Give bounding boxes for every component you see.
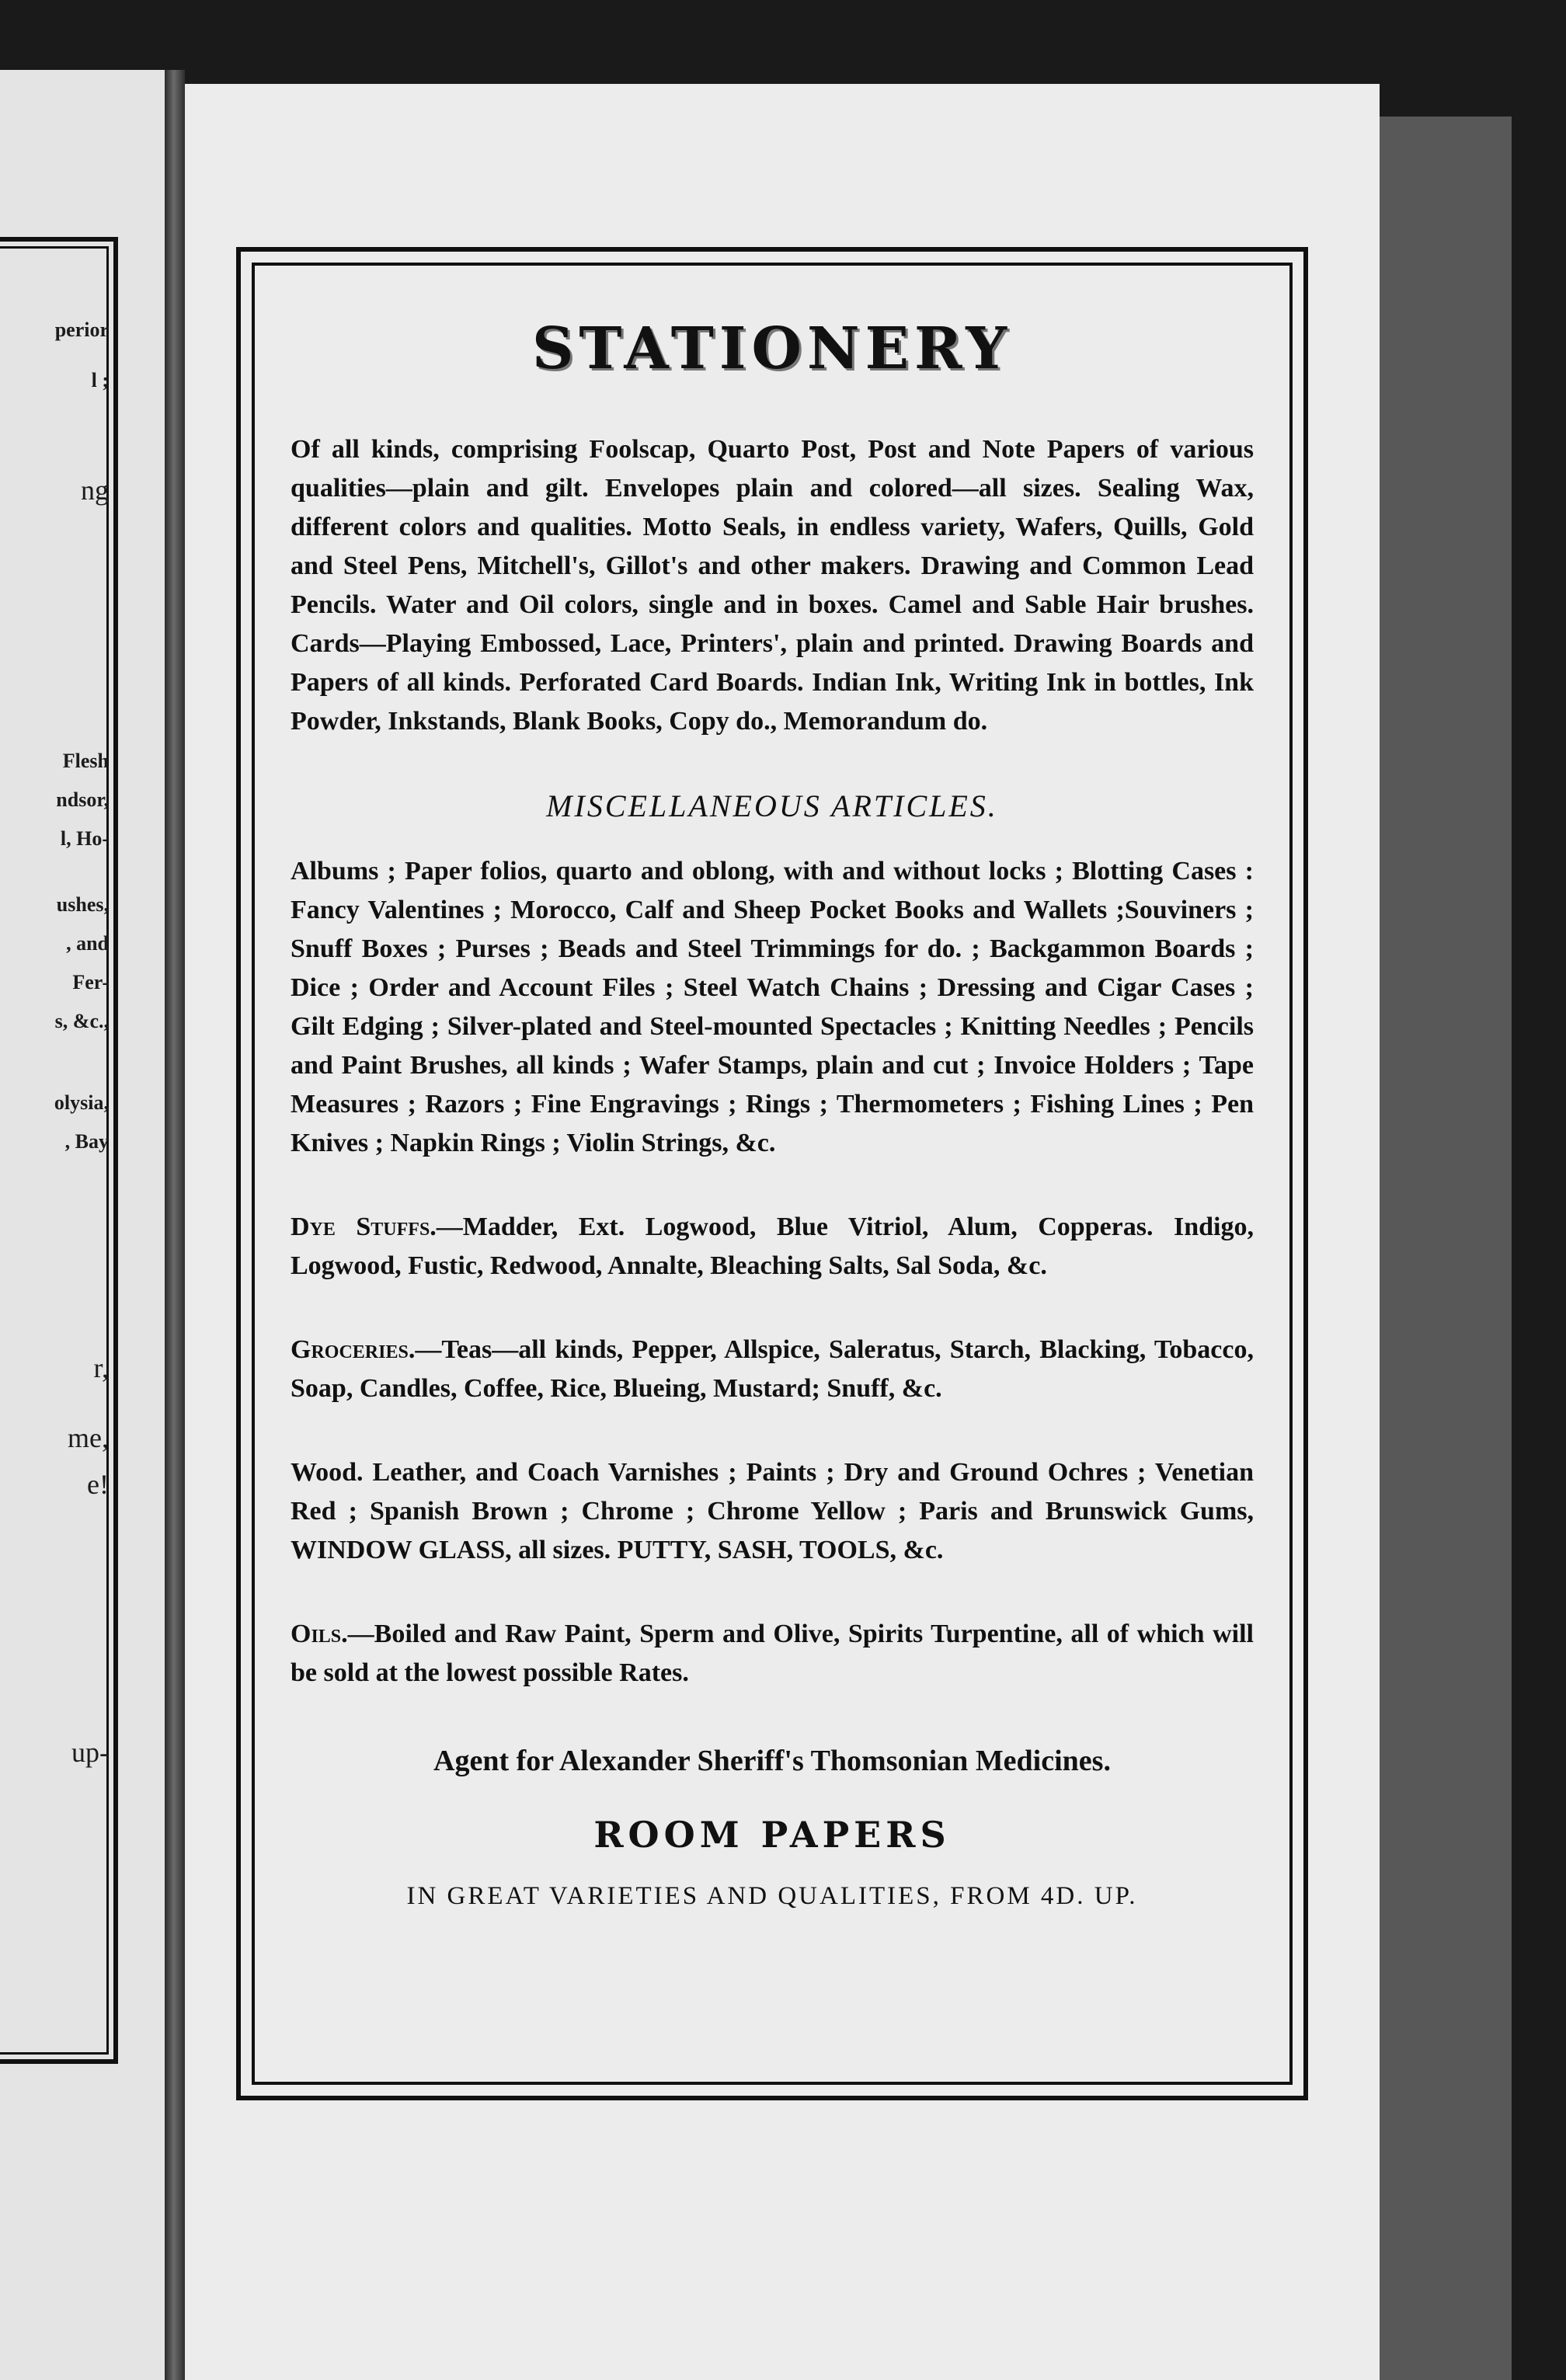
- groceries-paragraph: [291, 1331, 1254, 1408]
- left-page-fragment: s, &c.,: [54, 1010, 109, 1032]
- left-facing-page: [0, 70, 165, 2380]
- stationery-headline: STATIONERY: [531, 315, 1013, 382]
- advertisement-frame: [236, 247, 1308, 2100]
- book-gutter: [165, 70, 185, 2380]
- miscellaneous-heading: MISCELLANEOUS ARTICLES.: [546, 788, 998, 823]
- dye-stuffs-lead: Dye Stuffs.: [291, 1213, 437, 1241]
- left-page-fragment: ng: [81, 475, 109, 506]
- oils-lead: Oils.: [291, 1620, 348, 1648]
- left-page-fragment: , Bay: [64, 1130, 109, 1153]
- main-page: [185, 84, 1380, 2380]
- left-page-fragment: ndsor,: [56, 788, 109, 811]
- dye-stuffs-text: —Madder, Ext. Logwood, Blue Vitriol, Alum, Copperas. Indigo, Logwood, Fustic, Redwood, Annalte, Bleaching Salts, Sal Soda, &c.: [291, 1213, 1254, 1280]
- left-page-fragment: l, Ho-: [60, 827, 109, 850]
- groceries-lead: Groceries.: [291, 1335, 416, 1364]
- room-papers-heading: ROOM PAPERS: [593, 1814, 951, 1856]
- left-page-fragment: l ;: [91, 369, 109, 391]
- left-page-fragment: olysia,: [54, 1091, 109, 1114]
- left-page-fragment: ushes,: [56, 893, 109, 916]
- left-page-fragment: e!: [87, 1469, 109, 1500]
- left-page-fragment: me,: [68, 1422, 109, 1453]
- stationery-paragraph: Of all kinds, comprising Foolscap, Quarto Post, Post and Note Papers of various qualities—plain and gilt. Envelopes plain and colored—all sizes. Sealing Wax, different colors and qualities. Motto Seals, in endless variety, Wafers, Quills, Gold and Steel Pens, Mitchell's, Gillot's and other makers. Drawing and Common Lead Pencils. Water and Oil colors, single and in boxes. Camel and Sable Hair brushes. Cards—Playing Embossed, Lace, Printers', plain and printed. Drawing Boards and Papers of all kinds. Perforated Card Boards. Indian Ink, Writing Ink in bottles, Ink Powder, Inkstands, Blank Books, Copy do., Memorandum do.: [291, 435, 1254, 736]
- left-page-fragment: Fer-: [72, 971, 109, 993]
- varnishes-paragraph: Wood. Leather, and Coach Varnishes ; Paints ; Dry and Ground Ochres ; Venetian Red ; Spanish Brown ; Chrome ; Chrome Yellow ; Paris and Brunswick Gums, WINDOW GLASS, all sizes. PUTTY, SASH, TOOLS, &c.: [291, 1458, 1254, 1564]
- room-papers-footer: IN GREAT VARIETIES AND QUALITIES, FROM 4D. UP.: [406, 1882, 1138, 1910]
- advertisement-inner-border: [252, 263, 1293, 2085]
- oils-text: —Boiled and Raw Paint, Sperm and Olive, Spirits Turpentine, all of which will be sold at the lowest possible Rates.: [291, 1620, 1254, 1687]
- left-page-fragment: Flesh: [62, 750, 109, 772]
- left-page-fragment: r,: [93, 1352, 109, 1383]
- miscellaneous-paragraph: Albums ; Paper folios, quarto and oblong, with and without locks ; Blotting Cases : Fancy Valentines ; Morocco, Calf and Sheep Pocket Books and Wallets ;Souviners ; Snuff Boxes ; Purses ; Beads and Steel Trimmings for do. ; Backgammon Boards ; Dice ; Order and Account Files ; Steel Watch Chains ; Dressing and Cigar Cases ; Gilt Edging ; Silver-plated and Steel-mounted Spectacles ; Knitting Needles ; Pencils and Paint Brushes, all kinds ; Wafer Stamps, plain and cut ; Invoice Holders ; Tape Measures ; Razors ; Fine Engravings ; Rings ; Thermometers ; Fishing Lines ; Pen Knives ; Napkin Rings ; Violin Strings, &c.: [291, 857, 1254, 1157]
- agent-line: Agent for Alexander Sheriff's Thomsonian Medicines.: [433, 1745, 1111, 1777]
- left-page-fragment: perior: [54, 318, 109, 341]
- left-page-fragment: , and: [66, 932, 109, 955]
- oils-paragraph: [291, 1615, 1254, 1693]
- page-edge-shadow: [1380, 117, 1512, 2380]
- dye-stuffs-paragraph: [291, 1208, 1254, 1286]
- groceries-text: —Teas—all kinds, Pepper, Allspice, Saleratus, Starch, Blacking, Tobacco, Soap, Candles, Coffee, Rice, Blueing, Mustard; Snuff, &c.: [291, 1335, 1254, 1403]
- left-page-fragment: up-: [71, 1737, 109, 1768]
